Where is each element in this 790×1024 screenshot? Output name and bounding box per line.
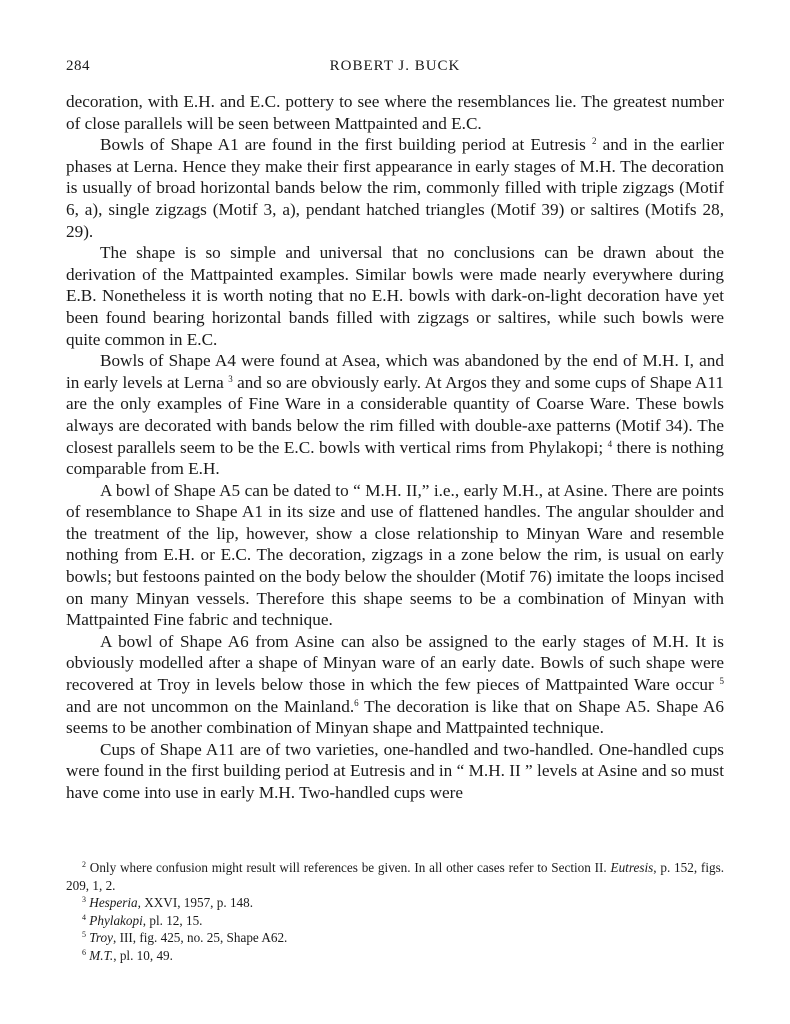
footnote-marker: 5 [82,930,86,940]
text-run: Bowls of Shape A4 were found at Asea, which was abandoned by the end of M.H. I, and in early levels at Lerna [66,351,724,392]
paragraph [66,91,724,134]
footnote [66,859,724,894]
footnote-marker: 3 [82,895,86,905]
text-run: and in the earlier phases at Lerna. Hence they make their first appearance in early stages of M.H. The decoration is usually of broad horizontal bands below the rim, commonly filled with triple zigzags (Motif 6, a), single zigzags (Motif 3, a), pendant hatched triangles (Motif 39) or saltires (Motifs 28, 29). [66,135,724,241]
paragraph [66,739,724,804]
text-run: Bowls of Shape A1 are found in the first building period at Eutresis [100,135,592,155]
footnote [66,947,724,965]
footnote-marker: 6 [354,697,359,708]
paragraph [66,350,724,480]
paragraph [66,134,724,242]
text-run: A bowl of Shape A5 can be dated to “ M.H. II,” i.e., early M.H., at Asine. There are points of resemblance to Shape A1 in its size and use of flattened handles. The angular shoulder and the treatment of the lip, however, show a close relationship to Minyan Ware and resemble nothing from E.H. or E.C. The decoration, zigzags in a zone below the rim, is usual on early bowls; but festoons painted on the body below the shoulder (Motif 76) imitate the loops incised on many Minyan vessels. Therefore this shape seems to be a combination of Minyan with Mattpainted Fine fabric and technique. [66,480,724,630]
footnote-marker: 3 [228,373,233,384]
footnotes [66,859,724,965]
footnote [66,929,724,947]
footnote-marker: 4 [607,438,613,449]
footnote-marker: 4 [82,912,86,922]
italic-title: Hesperia [89,895,138,911]
text-run: , pl. 12, 15. [142,912,203,928]
page-number: 284 [66,58,90,74]
text-run: The decoration is like that on Shape A5. Shape A6 seems to be another combination of Minyan shape and Mattpainted technique. [66,696,725,738]
text-run: Only where confusion might result will references be given. In all other cases refer to Section II. [86,860,611,875]
footnote-marker: 5 [719,676,724,687]
text-run: Cups of Shape A11 are of two varieties, one-handled and two-handled. One-handled cups were found in the first building period at Eutresis and in “ M.H. II ” levels at Asine and so must have come into use in early M.H. Two-handled cups were [66,739,724,802]
footnote-marker: 6 [82,947,86,957]
italic-title: Eutresis [610,860,654,875]
text-run: , pl. 10, 49. [113,947,173,963]
text-run: The shape is so simple and universal that no conclusions can be drawn about the derivation of the Mattpainted examples. Similar bowls were made nearly everywhere during E.B. Nonetheless it is worth noting that no E.H. bowls with dark-on-light decoration have yet been found bearing horizontal bands filled with zigzags or saltires, while such bowls were quite common in E.C. [66,243,724,349]
paragraph [66,631,724,739]
text-run: and are not uncommon on the Mainland. [66,696,355,716]
italic-title: Troy [89,930,113,946]
footnote-marker: 2 [82,860,86,869]
text-run: there is nothing comparable from E.H. [66,437,724,479]
text-run: , XXVI, 1957, p. 148. [137,895,254,911]
footnote [66,894,724,912]
text-run: , III, fig. 425, no. 25, Shape A62. [113,930,288,946]
text-run: decoration, with E.H. and E.C. pottery to see where the resemblances lie. The greatest number of close parallels will be seen between Mattpainted and E.C. [66,92,724,133]
paragraph [66,480,724,631]
italic-title: Phylakopi [89,912,143,928]
page-header [66,58,724,80]
text-run: , p. 152, figs. 209, 1, 2. [66,860,725,893]
text-run: and so are obviously early. At Argos they and some cups of Shape A11 are the only examples of Fine Ware in a considerable quantity of Coarse Ware. These bowls always are decorated with bands below the rim filled with double-axe patterns (Motif 34). The closest parallels seem to be the E.C. bowls with vertical rims from Phylakopi; [66,372,724,457]
italic-title: M.T. [89,947,114,963]
running-head: ROBERT J. BUCK [329,58,461,74]
footnote [66,912,724,930]
paragraph [66,242,724,350]
footnote-marker: 2 [591,136,597,147]
body-text [66,91,724,804]
text-run: A bowl of Shape A6 from Asine can also be assigned to the early stages of M.H. It is obviously modelled after a shape of Minyan ware of an early date. Bowls of such shape were recovered at Troy in levels below those in which the few pieces of Mattpainted Ware occur [66,631,724,695]
